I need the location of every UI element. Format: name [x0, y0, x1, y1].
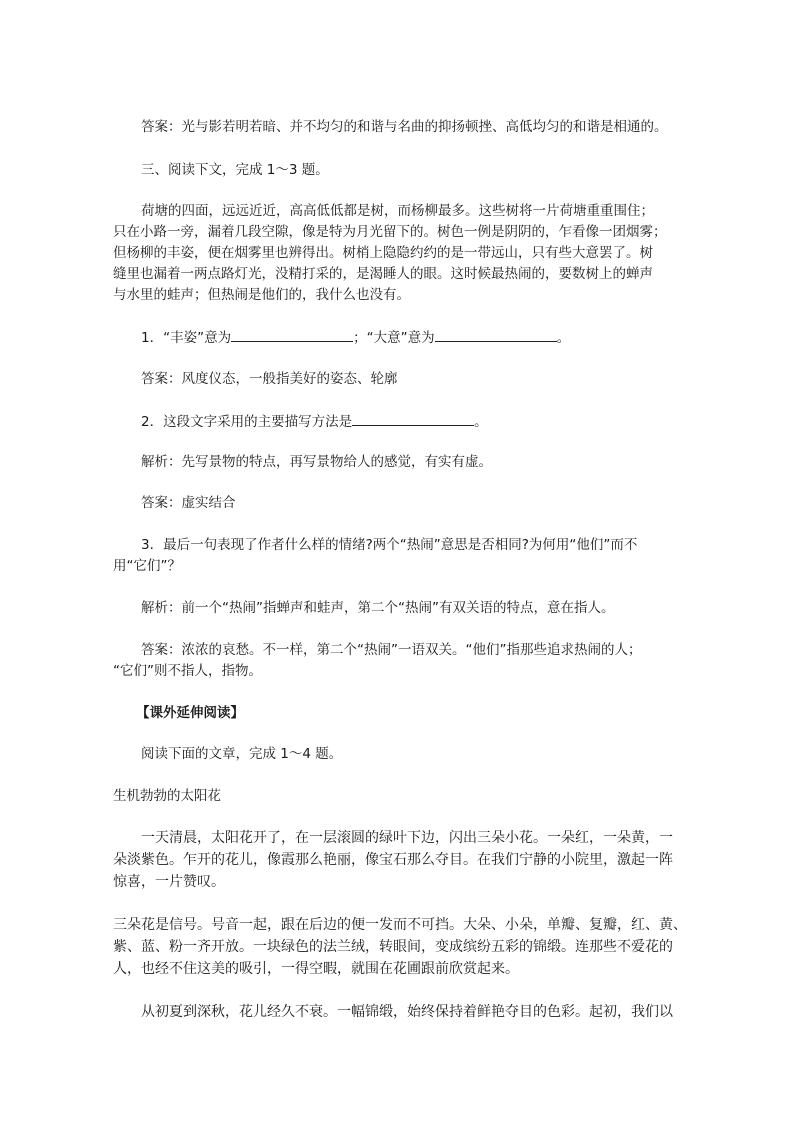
passage-line: 与水里的蛙声；但热闹是他们的，我什么也没有。 [113, 287, 410, 303]
paragraph-line: 惊喜，一片赞叹。 [113, 874, 225, 890]
question-line: 3．最后一句表现了作者什么样的情绪?两个“热闹”意思是否相同?为何用“他们”而不 [141, 537, 638, 553]
paragraph-line: 紫、蓝、粉一齐开放。一块绿色的法兰绒，转眼间，变成缤纷五彩的锦缎。连那些不爱花的 [113, 939, 673, 955]
section-heading: 三、阅读下文，完成 1～3 题。 [141, 162, 329, 178]
passage-line: 但杨柳的丰姿，便在烟雾里也辨得出。树梢上隐隐约约的是一带远山，只有些大意罢了。树 [113, 245, 653, 261]
paragraph-line: 从初夏到深秋，花儿经久不衰。一幅锦缎，始终保持着鲜艳夺目的色彩。起初，我们以 [141, 1004, 673, 1020]
passage-line: 只在小路一旁，漏着几段空隙，像是特为月光留下的。树色一例是阴阴的，乍看像一团烟雾； [113, 224, 667, 240]
question-text: 。 [556, 330, 571, 346]
answer-blank [435, 327, 557, 342]
question-text: 2．这段文字采用的主要描写方法是 [141, 414, 353, 430]
paragraph-line: 三朵花是信号。号音一起，跟在后边的便一发而不可挡。大朵、小朵，单瓣、复瓣，红、黄、 [113, 917, 687, 933]
paragraph-line: 人，也经不住这美的吸引，一得空暇，就围在花圃跟前欣赏起来。 [113, 961, 519, 977]
answer-line: “它们”则不指人，指物。 [113, 663, 262, 679]
answer-blank [231, 327, 353, 342]
question-2 [141, 411, 488, 432]
passage-line: 荷塘的四面，远远近近，高高低低都是树，而杨柳最多。这些树将一片荷塘重重围住； [141, 203, 654, 219]
question-1 [141, 327, 570, 348]
answer-line: 答案：浓浓的哀愁。不一样，第二个“热闹”一语双关。“他们”指那些追求热闹的人； [141, 642, 642, 658]
question-line: 用“它们”？ [113, 558, 181, 574]
explanation-text: 解析：前一个“热闹”指蝉声和蛙声，第二个“热闹”有双关语的特点，意在指人。 [141, 600, 615, 616]
question-text: 。 [474, 414, 488, 430]
answer-text: 答案：虚实结合 [141, 495, 236, 511]
question-text: ；“大意”意为 [353, 330, 435, 346]
answer-blank [352, 411, 474, 426]
explanation-text: 解析：先写景物的特点，再写景物给人的感觉，有实有虚。 [141, 454, 492, 470]
extension-heading: 【课外延伸阅读】 [136, 705, 244, 721]
instruction-text: 阅读下面的文章，完成 1～4 题。 [141, 746, 343, 762]
passage-line: 缝里也漏着一两点路灯光，没精打采的，是渴睡人的眼。这时候最热闹的，要数树上的蝉声 [113, 266, 653, 282]
article-title: 生机勃勃的太阳花 [113, 788, 221, 804]
answer-text: 答案：风度仪态，一般指美好的姿态、轮廓 [141, 371, 398, 387]
paragraph-line: 朵淡紫色。乍开的花儿，像霞那么艳丽，像宝石那么夺目。在我们宁静的小院里，激起一阵 [113, 852, 673, 868]
question-text: 1．“丰姿”意为 [141, 330, 232, 346]
answer-text: 答案：光与影若明若暗、并不均匀的和谐与名曲的抑扬顿挫、高低均匀的和谐是相通的。 [141, 119, 668, 135]
paragraph-line: 一天清晨，太阳花开了，在一层滚圆的绿叶下边，闪出三朵小花。一朵红，一朵黄，一 [141, 830, 673, 846]
